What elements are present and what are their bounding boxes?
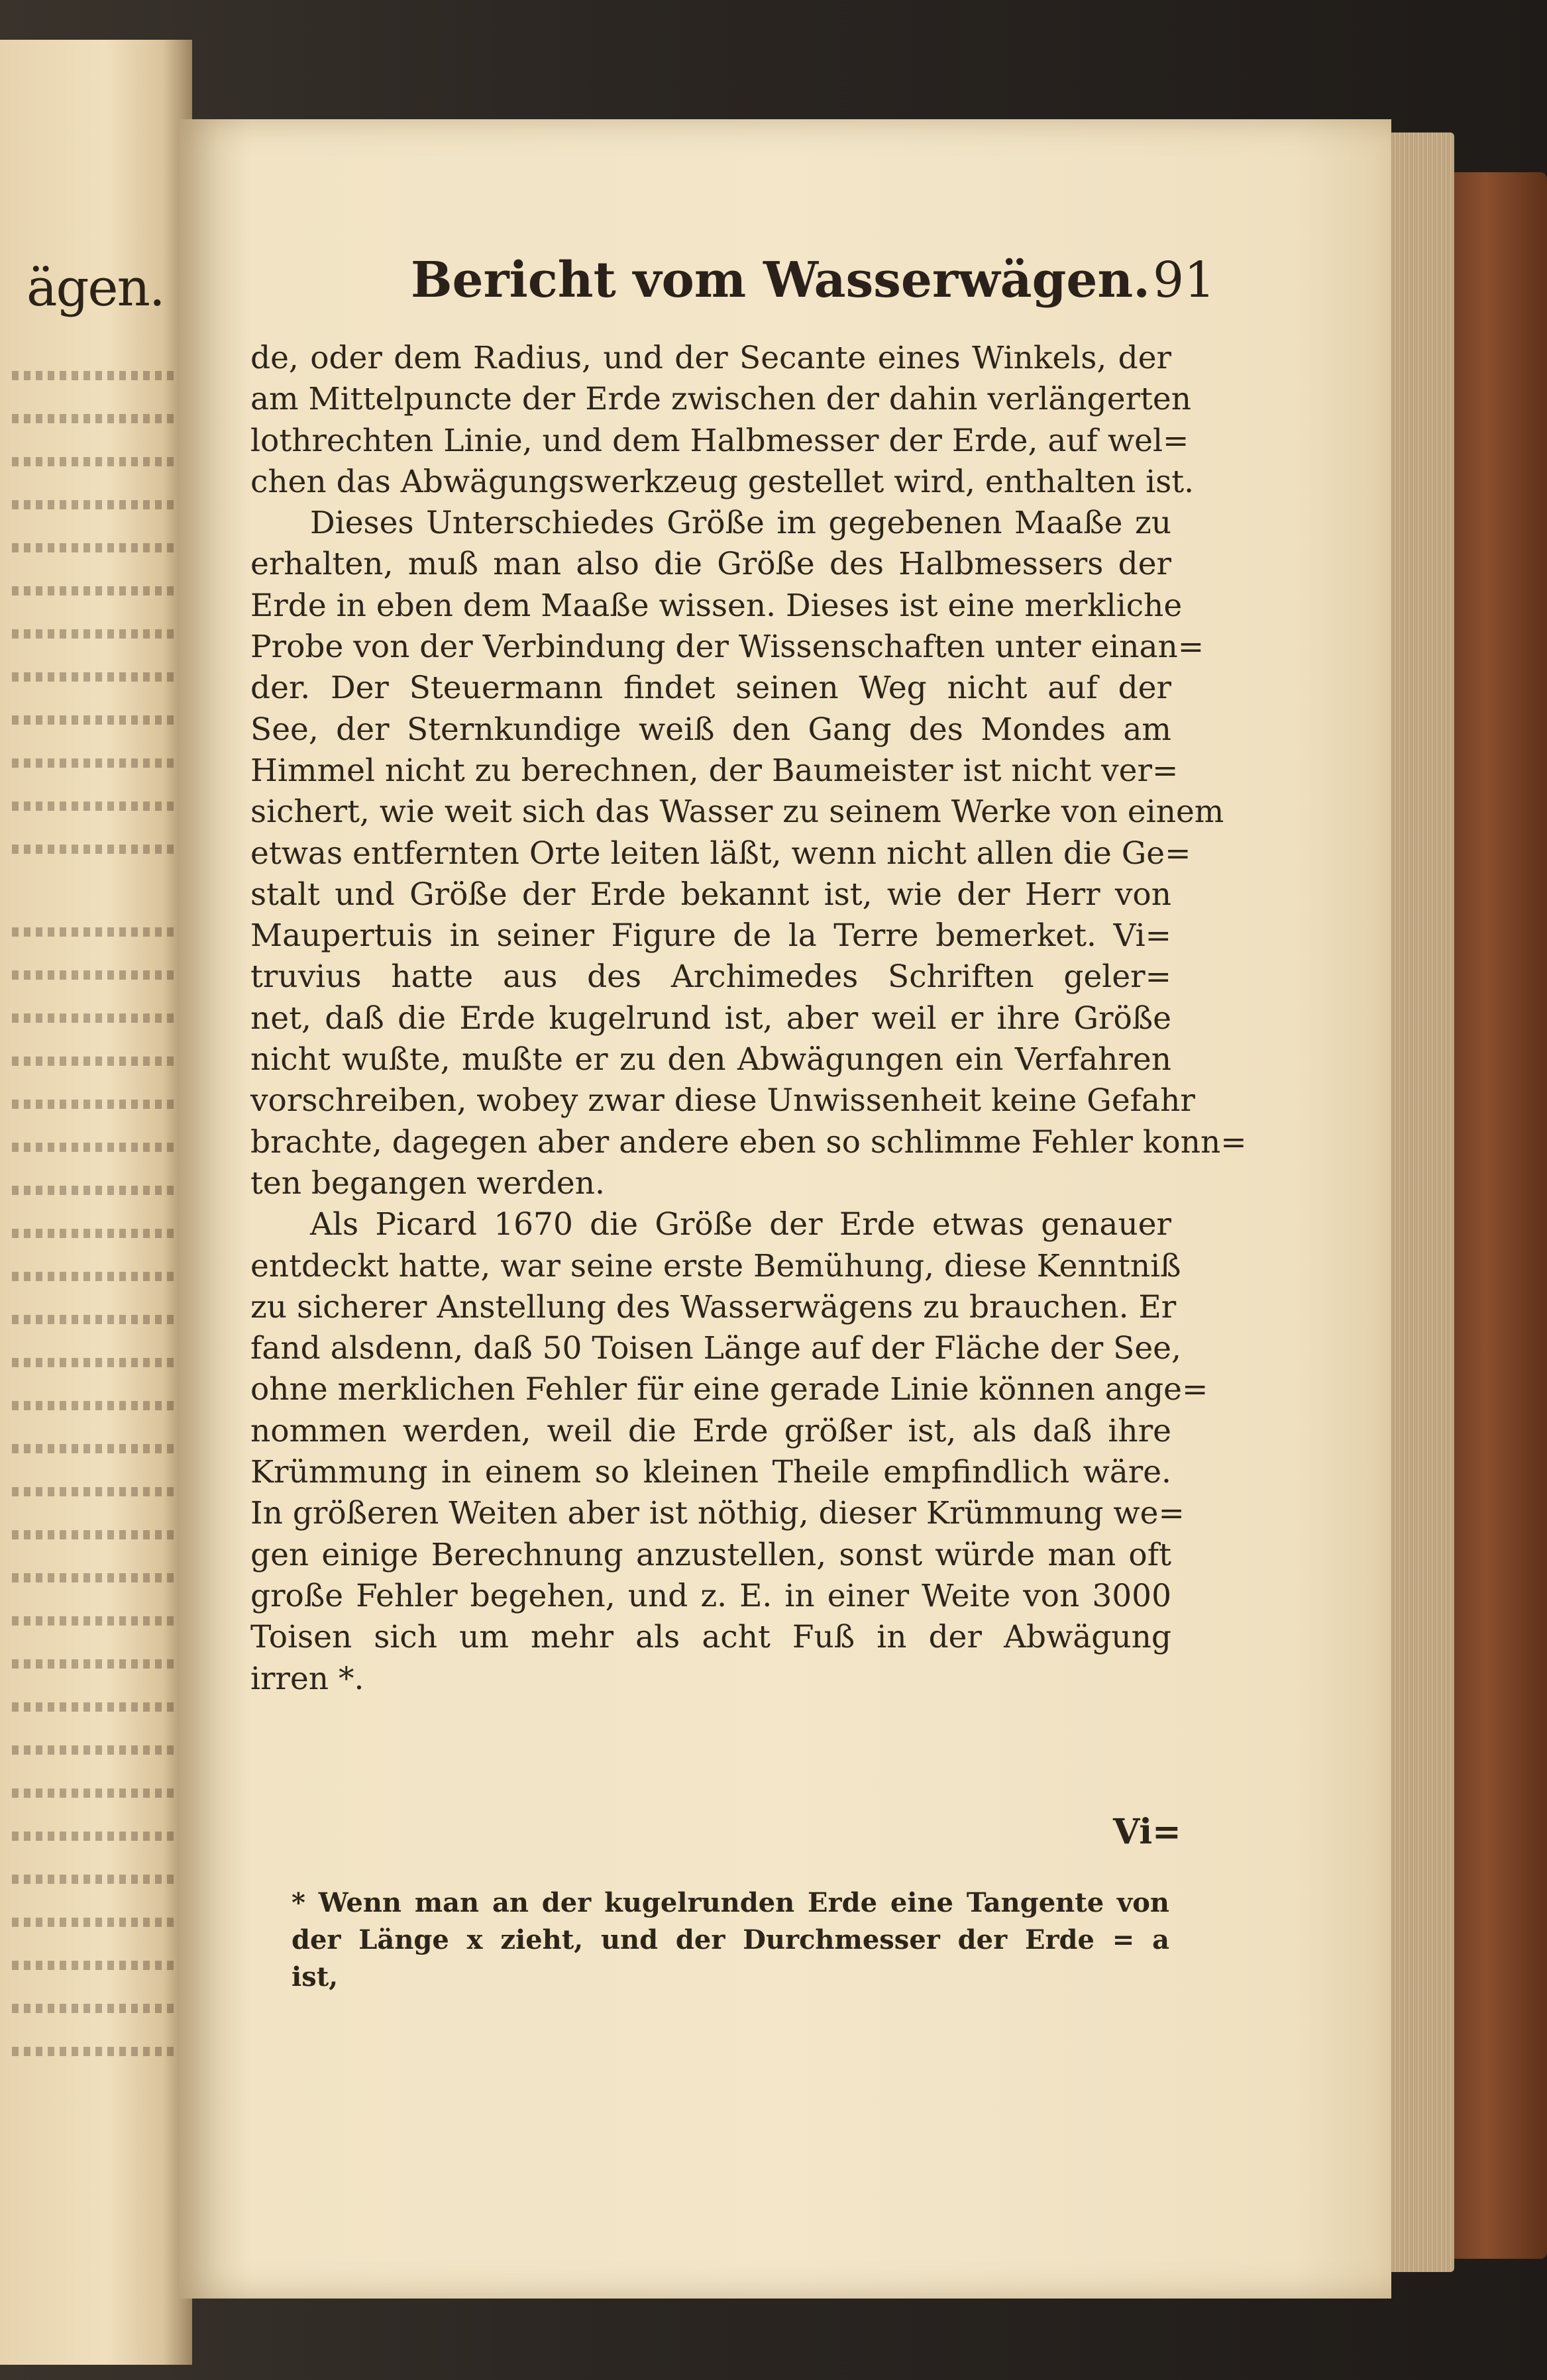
- text-line: ohne merklichen Fehler für eine gerade Linie können ange=: [250, 1371, 1208, 1408]
- text-line: ten begangen werden.: [250, 1164, 605, 1202]
- book-cover: [1444, 172, 1547, 2259]
- text-line: net, daß die Erde kugelrund ist, aber weil er ihre Größe: [250, 1000, 1171, 1037]
- text-line: brachte, dagegen aber andere eben so schlimme Fehler konn=: [250, 1123, 1247, 1161]
- text-line: große Fehler begehen, und z. E. in einer Weite von 3000: [250, 1577, 1171, 1614]
- text-line: nommen werden, weil die Erde größer ist, als daß ihre: [250, 1412, 1171, 1449]
- text-line: etwas entfernten Orte leiten läßt, wenn nicht allen die Ge=: [250, 835, 1191, 872]
- running-head: Bericht vom Wasserwägen.: [411, 252, 1150, 309]
- text-line: Krümmung in einem so kleinen Theile empfindlich wäre.: [250, 1454, 1171, 1491]
- text-line: Erde in eben dem Maaße wissen. Dieses ist eine merkliche: [250, 587, 1183, 624]
- text-line: Himmel nicht zu berechnen, der Baumeister ist nicht ver=: [250, 752, 1179, 789]
- catchword: Vi=: [1113, 1812, 1181, 1852]
- text-line: truvius hatte aus des Archimedes Schriften geler=: [250, 958, 1171, 996]
- page-header: [411, 252, 1216, 325]
- footnote-continuation: ist,: [292, 1961, 339, 1992]
- left-facing-page: [0, 40, 192, 2365]
- text-line: zu sicherer Anstellung des Wasserwägens zu brauchen. Er: [250, 1288, 1177, 1325]
- text-line: am Mittelpuncte der Erde zwischen der dahin verlängerten: [250, 381, 1192, 418]
- text-line: nicht wußte, mußte er zu den Abwägungen ein Verfahren: [250, 1041, 1171, 1078]
- text-line: Maupertuis in seiner Figure de la Terre bemerket. Vi=: [250, 917, 1171, 955]
- text-line: Toisen sich um mehr als acht Fuß in der Abwägung: [250, 1619, 1171, 1656]
- footnote-line: * Wenn man an der kugelrunden Erde eine Tangente von: [292, 1887, 1169, 1918]
- footnote: [292, 1885, 1169, 1996]
- body-text: [250, 338, 1247, 1700]
- text-line: Dieses Unterschiedes Größe im gegebenen Maaße zu: [310, 505, 1171, 542]
- text-line: Als Picard 1670 die Größe der Erde etwas genauer: [310, 1206, 1171, 1243]
- text-line: lothrechten Linie, und dem Halbmesser der Erde, auf wel=: [250, 422, 1189, 459]
- footnote-line: der Länge x zieht, und der Durchmesser der Erde = a: [292, 1924, 1169, 1955]
- left-page-heading-fragment: ägen.: [27, 258, 164, 318]
- text-line: stalt und Größe der Erde bekannt ist, wie der Herr von: [250, 876, 1171, 913]
- page-number: 91: [1153, 252, 1216, 309]
- text-line: sichert, wie weit sich das Wasser zu seinem Werke von einem: [250, 794, 1224, 831]
- text-line: erhalten, muß man also die Größe des Halbmessers der: [250, 546, 1171, 583]
- text-line: de, oder dem Radius, und der Secante eines Winkels, der: [250, 340, 1171, 376]
- text-line: In größeren Weiten aber ist nöthig, dieser Krümmung we=: [250, 1495, 1185, 1532]
- text-line: fand alsdenn, daß 50 Toisen Länge auf der Fläche der See,: [250, 1330, 1181, 1367]
- text-line: gen einige Berechnung anzustellen, sonst würde man oft: [250, 1536, 1171, 1573]
- text-line: vorschreiben, wobey zwar diese Unwissenheit keine Gefahr: [250, 1082, 1195, 1119]
- text-line: irren *.: [250, 1660, 364, 1697]
- text-line: entdeckt hatte, war seine erste Bemühung, diese Kenntniß: [250, 1247, 1181, 1284]
- text-line: Probe von der Verbindung der Wissenschaften unter einan=: [250, 629, 1204, 666]
- text-line: chen das Abwägungswerkzeug gestellet wird, enthalten ist.: [250, 463, 1195, 500]
- text-line: See, der Sternkundige weiß den Gang des Mondes am: [250, 711, 1171, 748]
- text-line: der. Der Steuermann findet seinen Weg nicht auf der: [250, 670, 1171, 707]
